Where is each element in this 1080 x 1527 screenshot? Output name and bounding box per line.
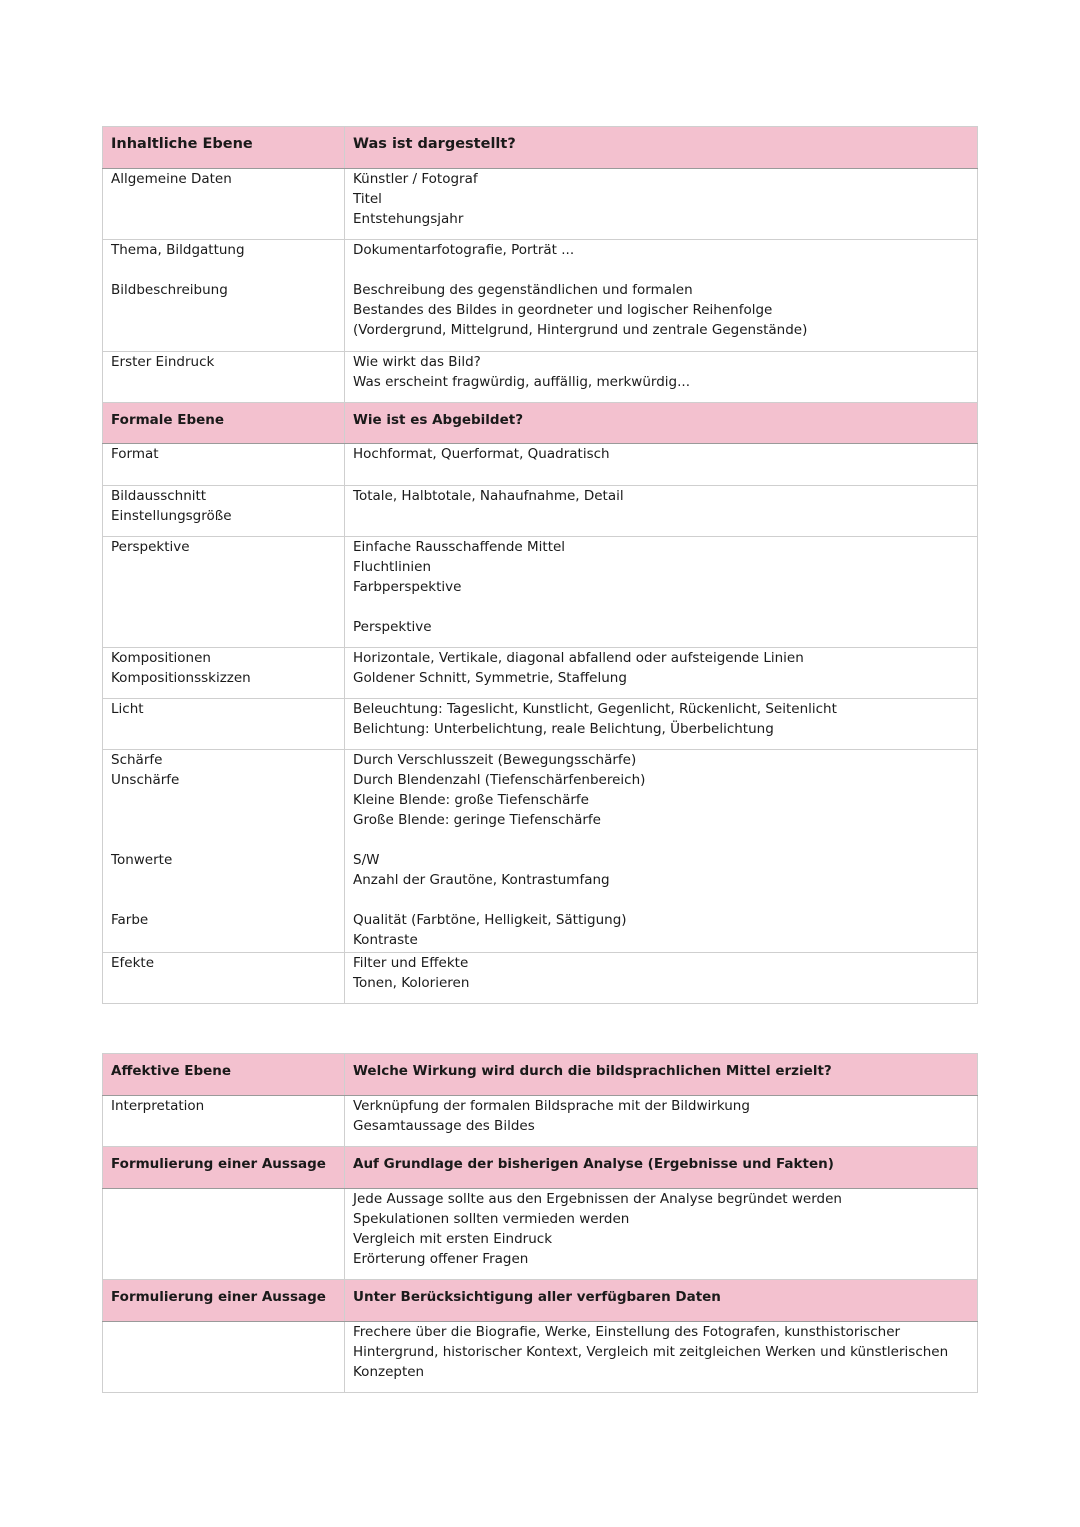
row-label (103, 169, 345, 240)
row-label (103, 352, 345, 403)
row-label (103, 1189, 345, 1280)
subheader-row (103, 403, 978, 444)
header-row (103, 1054, 978, 1096)
table-row (103, 1189, 978, 1280)
table-row (103, 953, 978, 1004)
header-cell-right: Welche Wirkung wird durch die bildsprachlichen Mittel erzielt? (345, 1054, 978, 1096)
cell-line: Durch Blendenzahl (Tiefenschärfenbereich) (353, 772, 646, 788)
row-content (345, 1322, 978, 1393)
cell-line: Einstellungsgröße (111, 508, 232, 524)
cell-line: Farbperspektive (353, 579, 462, 595)
cell-line: Konzepten (353, 1364, 425, 1380)
table-row (103, 486, 978, 537)
subheader-cell-left: Formale Ebene (103, 403, 345, 444)
cell-line: Titel (353, 191, 382, 207)
cell-line: Hintergrund, historischer Kontext, Vergleich mit zeitgleichen Werken und künstlerischen (353, 1344, 949, 1360)
cell-line: Totale, Halbtotale, Nahaufnahme, Detail (353, 488, 624, 504)
cell-line: Große Blende: geringe Tiefenschärfe (353, 812, 601, 828)
cell-line: Bildbeschreibung (111, 282, 228, 298)
cell-line: Vergleich mit ersten Eindruck (353, 1231, 553, 1247)
row-label (103, 1096, 345, 1147)
subheader-cell-right: Wie ist es Abgebildet? (345, 403, 978, 444)
row-content (345, 537, 978, 648)
cell-line: Jede Aussage sollte aus den Ergebnissen der Analyse begründet werden (353, 1191, 842, 1207)
cell-line: Spekulationen sollten vermieden werden (353, 1211, 630, 1227)
header-cell-left: Affektive Ebene (103, 1054, 345, 1096)
row-content (345, 169, 978, 240)
row-content (345, 1189, 978, 1280)
cell-line: Frechere über die Biografie, Werke, Einstellung des Fotografen, kunsthistorischer (353, 1324, 901, 1340)
table-row (103, 444, 978, 486)
row-content (345, 750, 978, 953)
table-row (103, 1322, 978, 1393)
row-content (345, 240, 978, 352)
row-label (103, 240, 345, 352)
subheader-cell-left: Formulierung einer Aussage (103, 1147, 345, 1189)
cell-line: Kompositionen (111, 650, 211, 666)
row-label (103, 953, 345, 1004)
cell-line: Format (111, 446, 159, 462)
cell-line: Tonwerte (111, 852, 173, 868)
cell-line: Efekte (111, 955, 155, 971)
cell-line: Goldener Schnitt, Symmetrie, Staffelung (353, 670, 627, 686)
cell-line: Schärfe (111, 752, 163, 768)
table-row (103, 169, 978, 240)
subheader-row (103, 1280, 978, 1322)
cell-line: Künstler / Fotograf (353, 171, 478, 187)
row-content (345, 699, 978, 750)
row-label (103, 444, 345, 486)
row-label (103, 486, 345, 537)
cell-line: Kontraste (353, 932, 418, 948)
cell-line: Allgemeine Daten (111, 171, 232, 187)
cell-line: Tonen, Kolorieren (353, 975, 470, 991)
cell-line: Fluchtlinien (353, 559, 432, 575)
table-row (103, 750, 978, 953)
cell-line: Erster Eindruck (111, 354, 215, 370)
row-label (103, 699, 345, 750)
cell-line: Perspektive (111, 539, 190, 555)
row-content (345, 648, 978, 699)
cell-line: Bestandes des Bildes in geordneter und logischer Reihenfolge (353, 302, 773, 318)
cell-line: Dokumentarfotografie, Porträt ... (353, 242, 575, 258)
cell-line: Filter und Effekte (353, 955, 469, 971)
header-row (103, 127, 978, 169)
cell-line: Gesamtaussage des Bildes (353, 1118, 535, 1134)
row-label (103, 1322, 345, 1393)
cell-line: Kleine Blende: große Tiefenschärfe (353, 792, 589, 808)
row-content (345, 444, 978, 486)
row-label (103, 648, 345, 699)
cell-line: Horizontale, Vertikale, diagonal abfallend oder aufsteigende Linien (353, 650, 804, 666)
cell-line: Perspektive (353, 619, 432, 635)
cell-line: Wie wirkt das Bild? (353, 354, 481, 370)
cell-line: (Vordergrund, Mittelgrund, Hintergrund und zentrale Gegenstände) (353, 322, 808, 338)
cell-line: Qualität (Farbtöne, Helligkeit, Sättigung) (353, 912, 627, 928)
table-row (103, 1096, 978, 1147)
cell-line: Kompositionsskizzen (111, 670, 251, 686)
row-label (103, 750, 345, 953)
subheader-cell-right: Auf Grundlage der bisherigen Analyse (Ergebnisse und Fakten) (345, 1147, 978, 1189)
row-content (345, 953, 978, 1004)
cell-line: Licht (111, 701, 144, 717)
row-content (345, 1096, 978, 1147)
cell-line: Thema, Bildgattung (111, 242, 245, 258)
cell-line: Beleuchtung: Tageslicht, Kunstlicht, Gegenlicht, Rückenlicht, Seitenlicht (353, 701, 837, 717)
table-row (103, 648, 978, 699)
row-content (345, 486, 978, 537)
subheader-cell-left: Formulierung einer Aussage (103, 1280, 345, 1322)
cell-line: Erörterung offener Fragen (353, 1251, 529, 1267)
cell-line: Durch Verschlusszeit (Bewegungsschärfe) (353, 752, 637, 768)
cell-line: Beschreibung des gegenständlichen und formalen (353, 282, 693, 298)
analysis-table-affektiv (102, 1053, 978, 1393)
cell-line: Entstehungsjahr (353, 211, 464, 227)
header-cell-right: Was ist dargestellt? (345, 127, 978, 169)
cell-line: Unschärfe (111, 772, 180, 788)
header-cell-left: Inhaltliche Ebene (103, 127, 345, 169)
cell-line: Belichtung: Unterbelichtung, reale Belichtung, Überbelichtung (353, 721, 774, 737)
analysis-table-inhaltlich-formal (102, 126, 978, 1004)
cell-line: Einfache Rausschaffende Mittel (353, 539, 566, 555)
cell-line: Anzahl der Grautöne, Kontrastumfang (353, 872, 610, 888)
cell-line: Verknüpfung der formalen Bildsprache mit der Bildwirkung (353, 1098, 750, 1114)
cell-line: Hochformat, Querformat, Quadratisch (353, 446, 610, 462)
table-row (103, 537, 978, 648)
table-row (103, 240, 978, 352)
row-label (103, 537, 345, 648)
subheader-row (103, 1147, 978, 1189)
table-row (103, 699, 978, 750)
cell-line: Interpretation (111, 1098, 205, 1114)
table-row (103, 352, 978, 403)
cell-line: Farbe (111, 912, 149, 928)
subheader-cell-right: Unter Berücksichtigung aller verfügbaren Daten (345, 1280, 978, 1322)
row-content (345, 352, 978, 403)
cell-line: Bildausschnitt (111, 488, 207, 504)
cell-line: Was erscheint fragwürdig, auffällig, merkwürdig... (353, 374, 690, 390)
cell-line: S/W (353, 852, 380, 868)
